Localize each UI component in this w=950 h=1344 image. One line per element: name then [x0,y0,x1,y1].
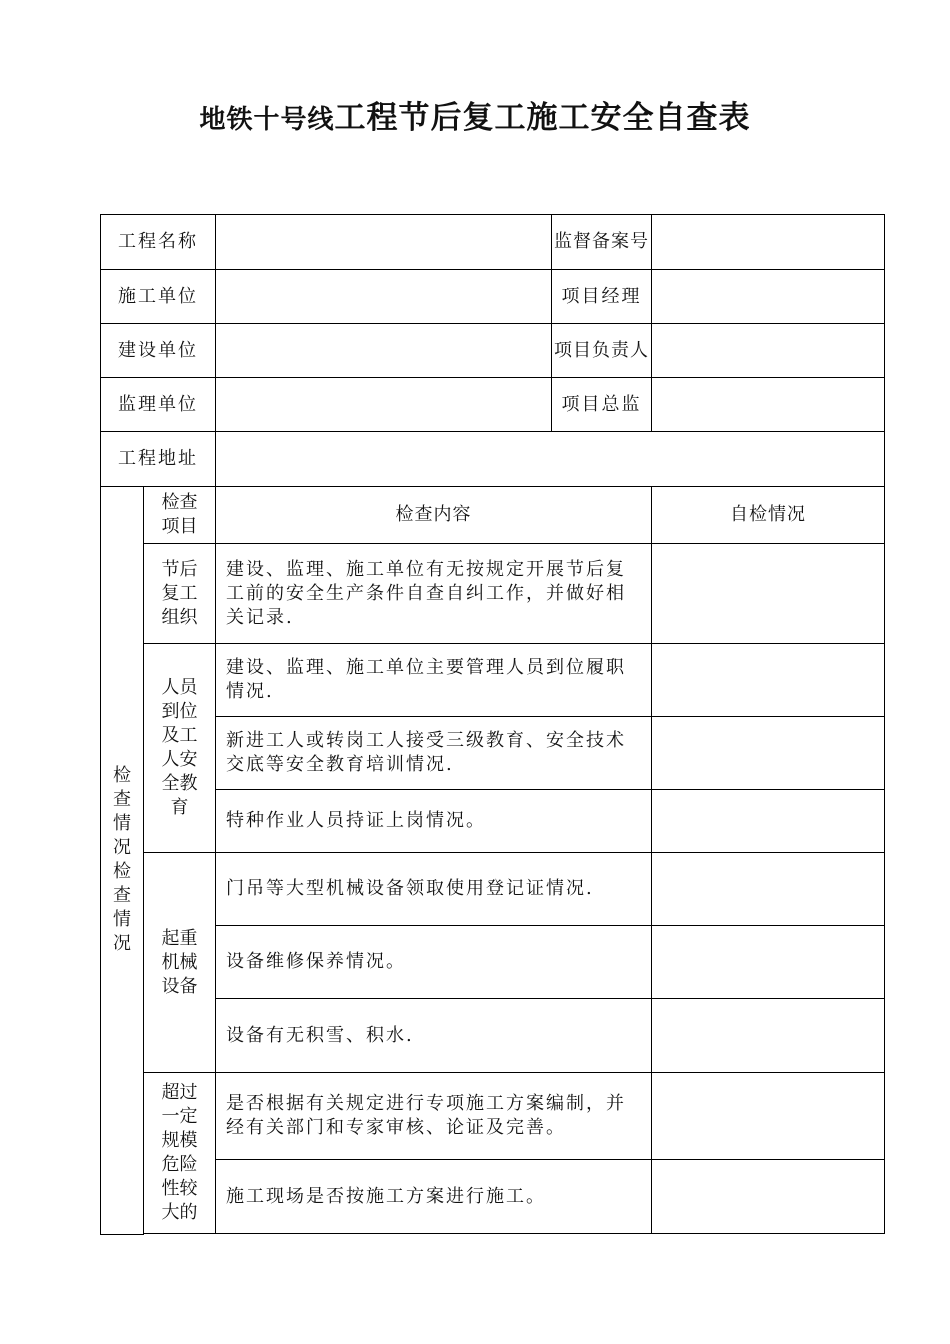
check-content: 新进工人或转岗工人接受三级教育、安全技术交底等安全教育培训情况. [216,717,652,790]
check-item-cell [144,853,216,1073]
content-header: 检查内容 [216,487,652,544]
check-section-label [101,487,144,1235]
project-name-label: 工程名称 [101,215,216,270]
chief-supervisor-label: 项目总监 [552,378,652,432]
check-content: 门吊等大型机械设备领取使用登记证情况. [216,853,652,926]
check-content: 是否根据有关规定进行专项施工方案编制，并经有关部门和专家审核、论证及完善。 [216,1073,652,1160]
builder-unit-label: 建设单位 [101,324,216,378]
self-check-field[interactable] [652,926,885,999]
construction-unit-field[interactable] [216,270,552,324]
self-check-field[interactable] [652,1073,885,1160]
self-check-field[interactable] [652,717,885,790]
self-check-field[interactable] [652,853,885,926]
project-manager-field[interactable] [652,270,885,324]
address-field[interactable] [216,432,885,487]
check-content: 特种作业人员持证上岗情况。 [216,790,652,853]
supervisor-unit-label: 监理单位 [101,378,216,432]
self-check-field[interactable] [652,644,885,717]
check-item-cell [144,544,216,644]
page-title [0,92,950,137]
construction-unit-label: 施工单位 [101,270,216,324]
check-content: 设备维修保养情况。 [216,926,652,999]
project-leader-field[interactable] [652,324,885,378]
self-check-field[interactable] [652,1160,885,1234]
item-header-text: 检查项目 [161,492,198,537]
supervision-record-field[interactable] [652,215,885,270]
title-prefix: 地铁十号线 [199,105,335,135]
check-item-label: 超过一定规模危险性较大的 [161,1082,198,1223]
supervisor-unit-field[interactable] [216,378,552,432]
check-content: 建设、监理、施工单位主要管理人员到位履职情况. [216,644,652,717]
supervision-record-label: 监督备案号 [552,215,652,270]
check-item-label: 节后复工组织 [161,558,198,628]
check-item-cell [144,1073,216,1234]
self-check-header: 自检情况 [652,487,885,544]
check-item-label: 人员到位及工人安全教育 [161,677,198,818]
check-content: 建设、监理、施工单位有无按规定开展节后复工前的安全生产条件自查自纠工作，并做好相关记录. [216,544,652,644]
self-check-field[interactable] [652,999,885,1073]
project-name-field[interactable] [216,215,552,270]
check-section-label-text: 检查情况检查情况 [113,765,131,955]
builder-unit-field[interactable] [216,324,552,378]
check-content: 设备有无积雪、积水. [216,999,652,1073]
project-manager-label: 项目经理 [552,270,652,324]
item-header [144,487,216,544]
check-content: 施工现场是否按施工方案进行施工。 [216,1160,652,1234]
project-leader-label: 项目负责人 [552,324,652,378]
chief-supervisor-field[interactable] [652,378,885,432]
check-item-label: 起重机械设备 [161,927,198,997]
check-item-cell [144,644,216,853]
self-check-field[interactable] [652,790,885,853]
self-check-table [100,214,885,1235]
self-check-field[interactable] [652,544,885,644]
address-label: 工程地址 [101,432,216,487]
title-main: 工程节后复工施工安全自查表 [334,100,751,136]
